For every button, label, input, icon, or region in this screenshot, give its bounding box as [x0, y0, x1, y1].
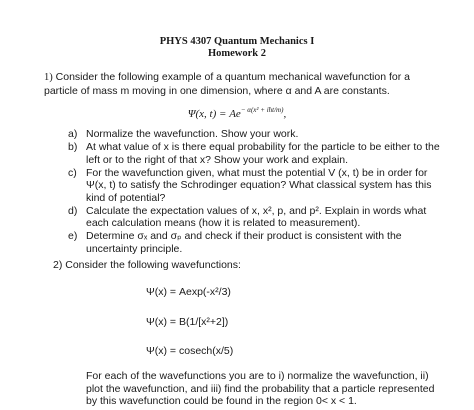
- part-text: For the wavefunction given, what must the potential V (x, t) be in order for Ψ(x, t) to satisfy the Schrodinger equation? What classical system has this kind of potential?: [86, 166, 432, 204]
- question-1-prompt: [44, 71, 444, 97]
- wavefunction-3: Ψ(x) = cosech(x/5): [146, 345, 234, 357]
- wavefunction-1: Ψ(x) = Aexp(-x²/3): [146, 286, 231, 298]
- part-e: [64, 230, 444, 255]
- part-b: [64, 141, 444, 166]
- part-text: At what value of x is there equal probability for the particle to be either to the left or to the right of that x? Show your work and explain.: [86, 141, 440, 166]
- part-text: Calculate the expectation values of x, x², p, and p². Explain in words what each calculation means (how it is related to measurement).: [86, 204, 427, 229]
- part-c: [64, 167, 444, 205]
- part-letter: e): [68, 230, 78, 242]
- question-2-instructions: For each of the wavefunctions you are to i) normalize the wavefunction, ii) plot the wavefunction, and iii) find the probability that a particle represented by this wavefunction could be found in the region 0< x < 1.: [86, 370, 435, 407]
- part-letter: a): [68, 128, 78, 140]
- course-title: PHYS 4307 Quantum Mechanics I: [159, 36, 315, 47]
- part-text: Normalize the wavefunction. Show your work.: [86, 128, 299, 140]
- part-letter: c): [68, 166, 77, 179]
- assignment-title: Homework 2: [207, 48, 267, 59]
- equation-exponent: − α(x² + iħt/m): [240, 106, 284, 114]
- part-a: [64, 128, 444, 141]
- equation-trail: ,: [283, 108, 287, 120]
- part-d: [64, 205, 444, 230]
- part-text: Determine σₓ and σₚ and check if their product is consistent with the uncertainty principle.: [86, 230, 402, 255]
- wavefunction-equation: [0, 106, 474, 120]
- question-1-number: 1): [44, 72, 53, 83]
- equation-lhs: Ψ(x, t) = Ae: [187, 108, 241, 120]
- part-letter: b): [68, 141, 78, 153]
- question-1-parts: [64, 128, 444, 256]
- wavefunction-2: Ψ(x) = B(1/[x²+2]): [146, 316, 229, 328]
- question-2-heading: 2) Consider the following wavefunctions:: [53, 259, 241, 271]
- question-1-text: Consider the following example of a quantum mechanical wavefunction for a particle of mass m moving in one dimension, where α and A are constants.: [44, 71, 410, 97]
- part-letter: d): [68, 204, 78, 217]
